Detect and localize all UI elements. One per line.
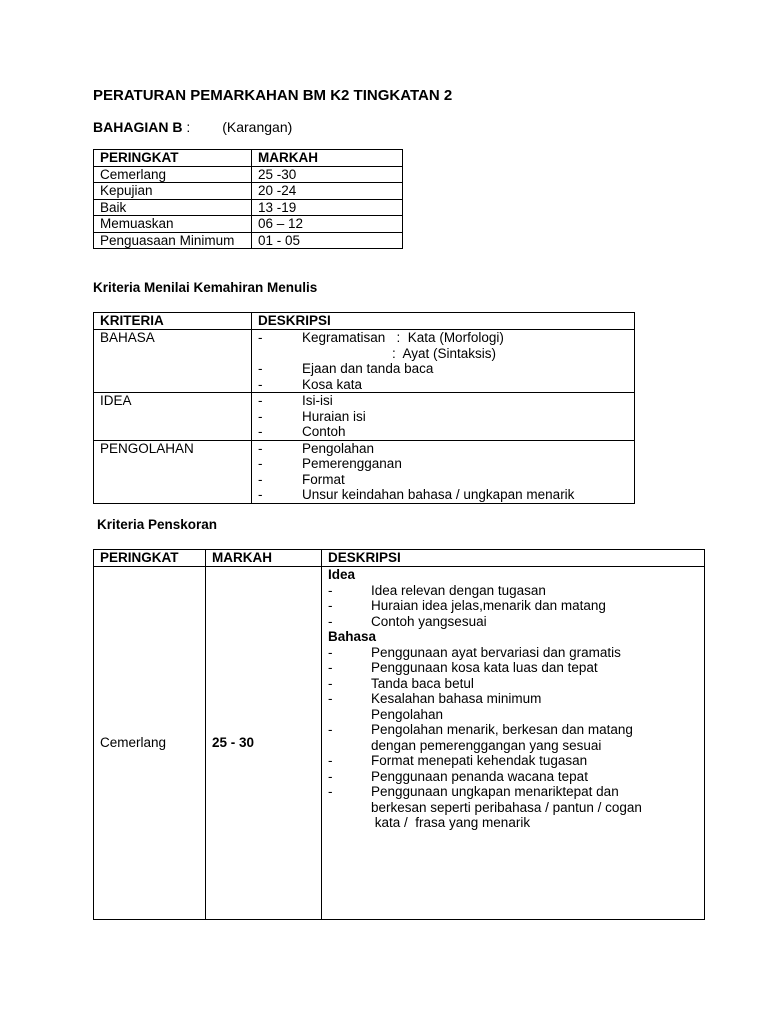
column-header: MARKAH bbox=[206, 550, 322, 567]
page-title: PERATURAN PEMARKAHAN BM K2 TINGKATAN 2 bbox=[93, 87, 453, 104]
section-colon: : bbox=[182, 119, 191, 135]
grade-cell: Cemerlang bbox=[94, 166, 252, 183]
marks-cell: 25 - 30 bbox=[206, 567, 322, 920]
description-line: - Penggunaan ungkapan menariktepat dan bbox=[328, 784, 619, 799]
level-cell: Cemerlang bbox=[94, 567, 206, 920]
description-line: - Unsur keindahan bahasa / ungkapan menarik bbox=[258, 487, 575, 502]
description-line: - Huraian isi bbox=[258, 408, 366, 424]
idea-heading: Idea bbox=[328, 567, 356, 582]
description-line: - Penggunaan ayat bervariasi dan gramatis bbox=[328, 644, 621, 660]
table-row bbox=[94, 330, 635, 393]
section-heading bbox=[93, 119, 292, 135]
table-header-row bbox=[94, 150, 403, 167]
scoring-description bbox=[322, 567, 705, 920]
column-header: PERINGKAT bbox=[94, 550, 206, 567]
criteria-description bbox=[252, 393, 635, 441]
table-header-row bbox=[94, 313, 635, 330]
column-header: DESKRIPSI bbox=[252, 313, 635, 330]
section-subtitle: (Karangan) bbox=[222, 119, 293, 135]
table-row bbox=[94, 216, 403, 233]
column-header: MARKAH bbox=[252, 150, 403, 167]
description-line: - Tanda baca betul bbox=[328, 675, 474, 691]
description-line: - Pengolahan bbox=[258, 440, 375, 456]
criteria-description bbox=[252, 330, 635, 393]
column-header: DESKRIPSI bbox=[322, 550, 705, 567]
table-row bbox=[94, 166, 403, 183]
description-line: - Pemerengganan bbox=[258, 456, 402, 471]
marks-cell: 20 -24 bbox=[252, 183, 403, 200]
description-line: : Ayat (Sintaksis) bbox=[302, 345, 497, 361]
description-line: - Format menepati kehendak tugasan bbox=[328, 753, 588, 768]
description-line: - Kesalahan bahasa minimum bbox=[328, 691, 542, 706]
description-line: - Isi-isi bbox=[258, 393, 333, 408]
table-row bbox=[94, 440, 635, 503]
description-line: berkesan seperti peribahasa / pantun / cogan bbox=[371, 799, 642, 815]
table-row bbox=[94, 183, 403, 200]
grade-table bbox=[93, 149, 403, 249]
section-label: BAHAGIAN B bbox=[93, 119, 183, 135]
column-header: PERINGKAT bbox=[94, 150, 252, 167]
marks-cell: 06 – 12 bbox=[252, 216, 403, 233]
description-line: - Penggunaan kosa kata luas dan tepat bbox=[328, 660, 598, 675]
criteria-description bbox=[252, 440, 635, 503]
description-line: - Ejaan dan tanda baca bbox=[258, 361, 434, 376]
grade-cell: Kepujian bbox=[94, 183, 252, 200]
column-header: KRITERIA bbox=[94, 313, 252, 330]
description-line: - Kosa kata bbox=[258, 376, 363, 392]
criteria-name: BAHASA bbox=[94, 330, 252, 393]
grade-cell: Baik bbox=[94, 199, 252, 216]
pengolahan-heading: Pengolahan bbox=[371, 706, 444, 722]
criteria-name: PENGOLAHAN bbox=[94, 440, 252, 503]
table-row bbox=[94, 393, 635, 441]
criteria-name: IDEA bbox=[94, 393, 252, 441]
description-line: - Format bbox=[258, 471, 345, 487]
marks-cell: 01 - 05 bbox=[252, 232, 403, 249]
table-header-row bbox=[94, 550, 705, 567]
scoring-table bbox=[93, 549, 705, 920]
description-line: - Huraian idea jelas,menarik dan matang bbox=[328, 598, 606, 613]
criteria-heading: Kriteria Menilai Kemahiran Menulis bbox=[93, 280, 318, 295]
table-row bbox=[94, 567, 705, 920]
description-line: - Contoh bbox=[258, 424, 346, 439]
description-line: - Pengolahan menarik, berkesan dan matang bbox=[328, 722, 633, 737]
grade-cell: Penguasaan Minimum bbox=[94, 232, 252, 249]
description-line: - Kegramatisan : Kata (Morfologi) bbox=[258, 330, 504, 345]
table-row bbox=[94, 199, 403, 216]
scoring-heading: Kriteria Penskoran bbox=[97, 517, 218, 532]
description-line: - Penggunaan penanda wacana tepat bbox=[328, 768, 588, 784]
description-line: - Contoh yangsesuai bbox=[328, 613, 487, 629]
description-line: - Idea relevan dengan tugasan bbox=[328, 582, 546, 598]
marks-cell: 13 -19 bbox=[252, 199, 403, 216]
marks-cell: 25 -30 bbox=[252, 166, 403, 183]
description-line: kata / frasa yang menarik bbox=[371, 815, 531, 830]
bahasa-heading: Bahasa bbox=[328, 629, 377, 644]
criteria-table bbox=[93, 312, 635, 504]
grade-cell: Memuaskan bbox=[94, 216, 252, 233]
description-line: dengan pemerenggangan yang sesuai bbox=[371, 737, 602, 753]
table-row bbox=[94, 232, 403, 249]
